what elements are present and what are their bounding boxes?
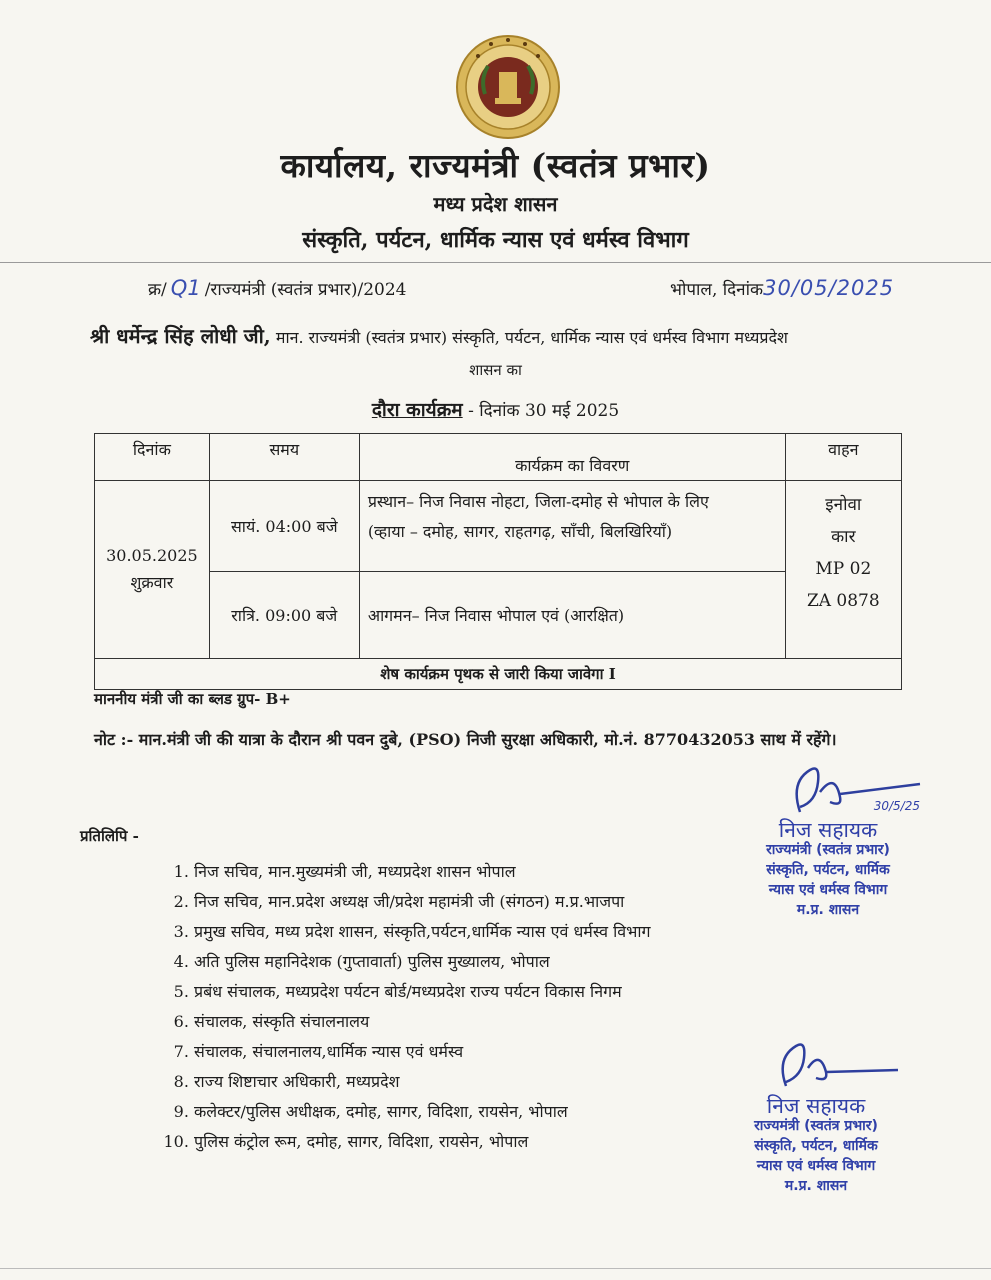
list-item: 3. प्रमुख सचिव, मध्य प्रदेश शासन, संस्कृति,पर्यटन,धार्मिक न्यास एवं धर्मस्व विभाग [194, 920, 651, 950]
place-date [670, 276, 894, 300]
cc-label: प्रतिलिपि - [80, 827, 139, 845]
office-title: कार्यालय, राज्यमंत्री (स्वतंत्र प्रभार) [280, 146, 711, 185]
vehicle-line: इनोवा [825, 495, 862, 515]
reference-handwritten-number: Q1 [170, 276, 201, 300]
list-item: 8. राज्य शिष्टाचार अधिकारी, मध्यप्रदेश [194, 1070, 651, 1100]
government-name: मध्य प्रदेश शासन [433, 192, 558, 216]
details-cell: आगमन– निज निवास भोपाल एवं (आरक्षित) [359, 572, 785, 659]
remark-text: शेष कार्यक्रम पृथक से जारी किया जावेगा I [95, 659, 902, 690]
seal-line: संस्कृति, पर्यटन, धार्मिक [754, 1138, 878, 1154]
list-item: 1. निज सचिव, मान.मुख्यमंत्री जी, मध्यप्रदेश शासन भोपाल [194, 860, 651, 890]
seal-line: राज्यमंत्री (स्वतंत्र प्रभार) [754, 1118, 878, 1134]
table-row [95, 572, 902, 659]
list-item: 9. कलेक्टर/पुलिस अधीक्षक, दमोह, सागर, विदिशा, रायसेन, भोपाल [194, 1100, 651, 1130]
date-cell [95, 481, 210, 659]
seal-line: म.प्र. शासन [784, 1178, 848, 1194]
signature-1-date: 30/5/25 [873, 799, 920, 813]
header-time: समय [209, 434, 359, 481]
intro-line [90, 322, 920, 349]
list-item: 7. संचालक, संचालनालय,धार्मिक न्यास एवं धर्मस्व [194, 1040, 651, 1070]
reference-suffix: /राज्यमंत्री (स्वतंत्र प्रभार)/2024 [204, 280, 407, 300]
list-item: 10. पुलिस कंट्रोल रूम, दमोह, सागर, विदिशा, रायसेन, भोपाल [194, 1130, 651, 1160]
seal-title: निज सहायक [766, 1094, 866, 1118]
detail-line: (व्हाया – दमोह, सागर, राहतगढ़, सॉंची, बिलखिरियॉं) [367, 522, 673, 541]
seal-line: संस्कृति, पर्यटन, धार्मिक [766, 862, 890, 878]
time-cell: सायं. 04:00 बजे [209, 481, 359, 572]
footer-divider [0, 1268, 991, 1269]
header-vehicle: वाहन [785, 434, 901, 481]
intro-line-2: शासन का [469, 361, 522, 379]
details-cell [359, 481, 785, 572]
list-item: 4. अति पुलिस महानिदेशक (गुप्तावार्ता) पुलिस मुख्यालय, भोपाल [194, 950, 651, 980]
time-cell: रात्रि. 09:00 बजे [209, 572, 359, 659]
list-item: 2. निज सचिव, मान.प्रदेश अध्यक्ष जी/प्रदेश महामंत्री जी (संगठन) म.प्र.भाजपा [194, 890, 651, 920]
note: नोट :- मान.मंत्री जी की यात्रा के दौरान श्री पवन दुबे, (PSO) निजी सुरक्षा अधिकारी, मो.नं. 8770432053 साथ में रहेंगे। [94, 730, 837, 749]
list-item: 6. संचालक, संस्कृति संचालनालय [194, 1010, 651, 1040]
reference-number [148, 276, 407, 300]
vehicle-line: कार [831, 527, 856, 547]
vehicle-line: MP 02 [815, 559, 872, 579]
reference-prefix: क्र/ [148, 280, 167, 300]
schedule-table [94, 433, 902, 690]
schedule-day: शुक्रवार [130, 573, 174, 592]
header-divider [0, 262, 991, 263]
cc-list [162, 860, 651, 1160]
schedule-date: 30.05.2025 [106, 546, 198, 565]
seal-2 [716, 1096, 916, 1196]
vehicle-line: ZA 0878 [806, 591, 880, 611]
program-heading [0, 396, 991, 422]
seal-title: निज सहायक [778, 818, 878, 842]
list-item: 5. प्रबंध संचालक, मध्यप्रदेश पर्यटन बोर्ड/मध्यप्रदेश राज्य पर्यटन विकास निगम [194, 980, 651, 1010]
vehicle-cell [785, 481, 901, 659]
minister-name: श्री धर्मेन्द्र सिंह लोधी जी, [90, 324, 271, 348]
mp-government-emblem [455, 34, 561, 140]
header-details: कार्यक्रम का विवरण [359, 434, 785, 481]
blood-group: माननीय मंत्री जी का ब्लड ग्रुप- B+ [94, 690, 291, 708]
minister-designation: मान. राज्यमंत्री (स्वतंत्र प्रभार) संस्कृति, पर्यटन, धार्मिक न्यास एवं धर्मस्व विभाग मध्यप्रदेश [275, 328, 788, 347]
detail-line: प्रस्थान– निज निवास नोहटा, जिला-दमोह से भोपाल के लिए [367, 492, 709, 511]
place-date-label: भोपाल, दिनांक [670, 280, 764, 300]
table-header-row [95, 434, 902, 481]
header-date: दिनांक [95, 434, 210, 481]
handwritten-date: 30/05/2025 [763, 276, 895, 300]
program-title: दौरा कार्यक्रम [371, 399, 463, 421]
signature-2 [768, 1036, 908, 1096]
seal-line: न्यास एवं धर्मस्व विभाग [756, 1158, 876, 1174]
table-row [95, 481, 902, 572]
seal-1 [728, 820, 928, 920]
department-name: संस्कृति, पर्यटन, धार्मिक न्यास एवं धर्मस्व विभाग [302, 227, 689, 253]
seal-line: राज्यमंत्री (स्वतंत्र प्रभार) [766, 842, 890, 858]
remark-row [95, 659, 902, 690]
seal-line: न्यास एवं धर्मस्व विभाग [768, 882, 888, 898]
seal-line: म.प्र. शासन [796, 902, 860, 918]
program-date: - दिनांक 30 मई 2025 [468, 401, 620, 421]
